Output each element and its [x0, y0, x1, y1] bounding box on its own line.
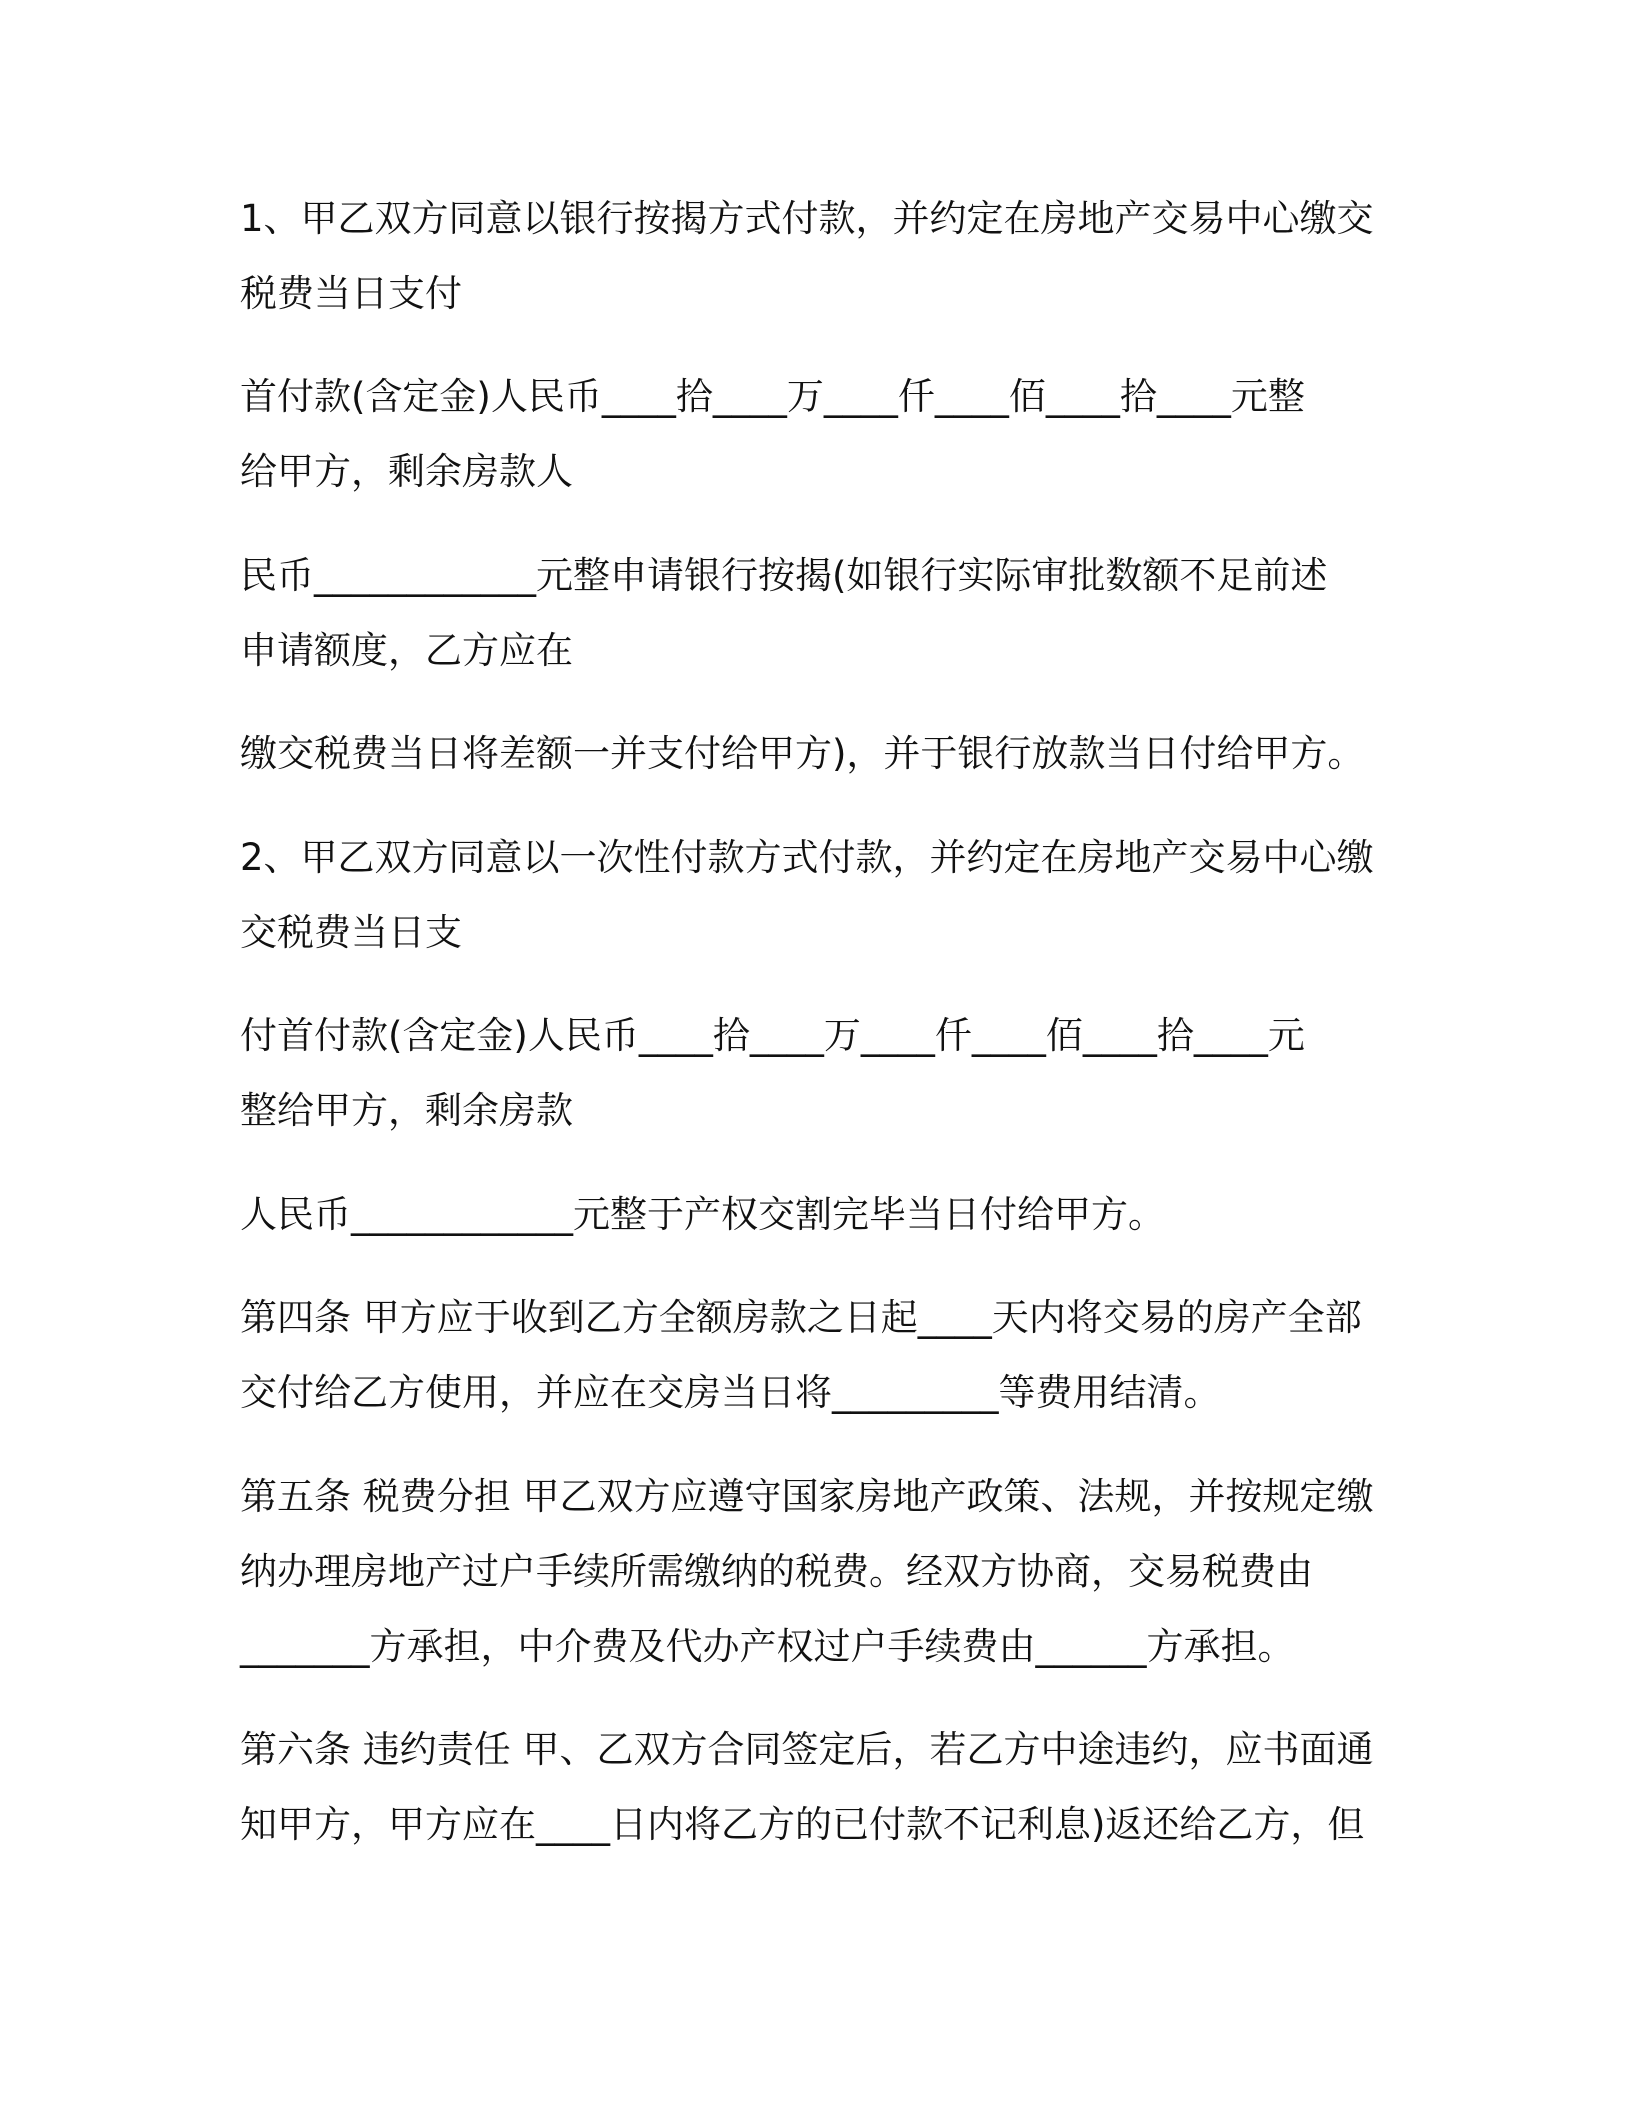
- article-6-line-1: 第六条 违约责任 甲、乙双方合同签定后，若乙方中途违约，应书面通: [240, 1728, 1374, 1771]
- clause-1-line-5: 民币____________元整申请银行按揭(如银行实际审批数额不足前述: [240, 554, 1328, 597]
- clause-2-line-4: 整给甲方，剩余房款: [240, 1089, 573, 1132]
- article-5-line-3: _______方承担，中介费及代办产权过户手续费由______方承担。: [240, 1625, 1295, 1668]
- article-4-line-2: 交付给乙方使用，并应在交房当日将_________等费用结清。: [240, 1371, 1221, 1414]
- clause-1-line-7: 缴交税费当日将差额一并支付给甲方)，并于银行放款当日付给甲方。: [240, 732, 1365, 775]
- clause-1-line-4: 给甲方，剩余房款人: [240, 450, 573, 493]
- clause-2-line-3: 付首付款(含定金)人民币____拾____万____仟____佰____拾____元: [240, 1014, 1305, 1057]
- article-6-line-2: 知甲方，甲方应在____日内将乙方的已付款不记利息)返还给乙方，但: [240, 1803, 1365, 1846]
- article-4-line-1: 第四条 甲方应于收到乙方全额房款之日起____天内将交易的房产全部: [240, 1296, 1362, 1339]
- clause-2-line-5: 人民币____________元整于产权交割完毕当日付给甲方。: [240, 1193, 1165, 1236]
- clause-1-line-1: 1、甲乙双方同意以银行按揭方式付款，并约定在房地产交易中心缴交: [240, 197, 1374, 240]
- article-5-line-2: 纳办理房地产过户手续所需缴纳的税费。经双方协商，交易税费由: [240, 1550, 1313, 1593]
- clause-1-line-3: 首付款(含定金)人民币____拾____万____仟____佰____拾____元整: [240, 375, 1305, 418]
- clause-1-line-2: 税费当日支付: [240, 272, 462, 315]
- article-5-line-1: 第五条 税费分担 甲乙双方应遵守国家房地产政策、法规，并按规定缴: [240, 1475, 1374, 1518]
- clause-2-line-1: 2、甲乙双方同意以一次性付款方式付款，并约定在房地产交易中心缴: [240, 836, 1374, 879]
- clause-2-line-2: 交税费当日支: [240, 911, 462, 954]
- clause-1-line-6: 申请额度，乙方应在: [240, 629, 573, 672]
